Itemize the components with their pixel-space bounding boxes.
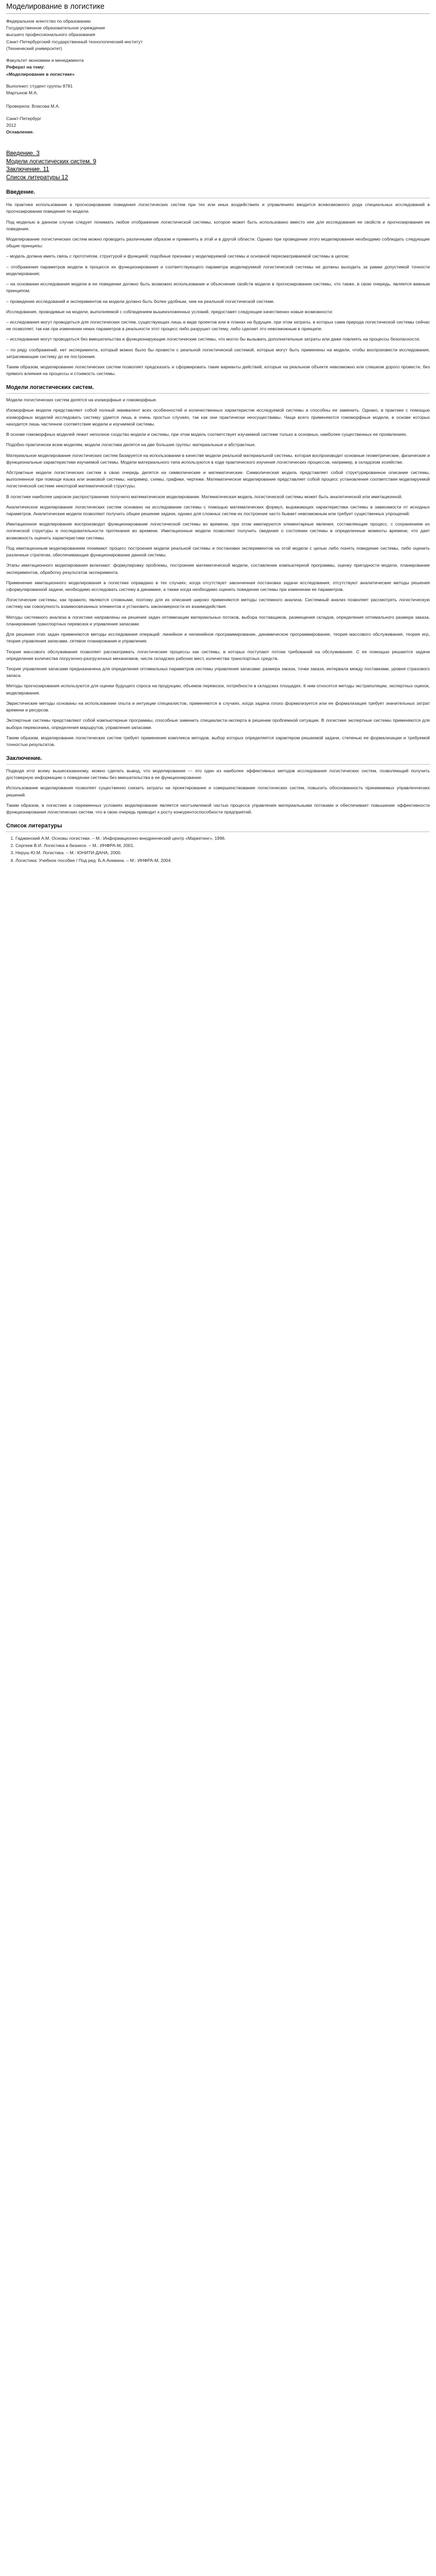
page-title: Моделирование в логистике (6, 1, 430, 14)
title-block-line: Факультет экономики и менеджмента (6, 58, 84, 63)
title-block (6, 18, 430, 135)
paragraph: Методы прогнозирования используются для оценки будущего спроса на продукцию, объемов перевозок, потребности в складских площадях. К ним относятся методы экстраполяции, экспертных оценок, моделирования. (6, 683, 430, 696)
title-block-line: Государственное образовательное учреждение (6, 25, 106, 31)
reference-item: 4. Логистика: Учебное пособие / Под ред. Б.А.Аникина. – М.: ИНФРА-М, 2004. (15, 857, 430, 864)
paragraph: – исследования могут проводиться без вмешательства в функционирующие логистические системы, что могло бы вызывать дополнительные затраты или даже повлиять на процессы безопасности; (6, 336, 420, 342)
paragraph: Таким образом, моделирование логистических систем позволяет предсказать и сформировать такие варианты действий, которые на реальном объекте невозможно или слишком дорого провести, без прямого влияния на процессы и стоимость системы. (6, 364, 430, 377)
title-block-line: Санкт-Петербург (6, 115, 42, 121)
paragraph: Эвристические методы основаны на использовании опыта и интуиции специалистов, применяются в случаях, когда задача плохо формализуется или ее формализация требует значительных затрат времени и ресурсов. (6, 700, 430, 713)
paragraph: Под имитационным моделированием понимают процесс построения модели реальной системы и постановки экспериментов на этой модели с целью либо понять поведение системы, либо оценить различные стратегии, обеспечивающие функционирование данной системы. (6, 545, 430, 558)
title-block-line: 2012 (6, 122, 16, 128)
reference-item: 1. Гаджинский А.М. Основы логистики. – М.: Информационно-внедренческий центр «Маркетинг», 1996. (15, 835, 430, 842)
paragraph: Методы системного анализа в логистике направлены на решение задач оптимизации материальных потоков, выбора поставщиков, размещения складов, определения оптимального размера заказа, планирования транспортных перевозок и управления запасами. (6, 614, 430, 626)
paragraph: Экспертные системы представляют собой компьютерные программы, способные заменить специалиста-эксперта в решении проблемной ситуации. В логистике экспертные системы применяются для выбора перевозчика, определения маршрутов, управления запасами. (6, 718, 430, 730)
paragraph: Этапы имитационного моделирования включают: формулировку проблемы, построение математической модели, составление компьютерной программы, оценку пригодности модели, планирование экспериментов, обработку результатов эксперимента. (6, 563, 430, 575)
toc-link[interactable]: Список литературы 12 (6, 174, 68, 181)
paragraph: Применение имитационного моделирования в логистике оправдано в тех случаях, когда отсутствует законченная постановка задачи исследования, отсутствуют аналитические методы решения сформулированной задачи, необходимо исследовать систему в динамике, а также когда необходимо оценить поведение системы при изменении ее параметров. (6, 580, 430, 592)
paragraph: Материальное моделирование логистических систем базируется на использовании в качестве модели реальной материальной системы, которая воспроизводит основные геометрические, физические и функциональные характеристики изучаемой системы. Модели материального типа используются в ходе практического изучения логистических процессов, например, в складском хозяйстве. (6, 452, 430, 465)
title-block-line: Федеральное агентство по образованию (6, 19, 91, 24)
title-block-line: Выполнил: студент группы 8781 (6, 83, 73, 89)
paragraph: В логистике наиболее широкое распространение получило математическое моделирование. Математическая модель логистической системы может быть аналитической или имитационной. (6, 494, 403, 499)
paragraph: Для решения этих задач применяются методы исследования операций: линейное и нелинейное программирование, динамическое программирование, теория массового обслуживания, теория игр, теория управления запасами, сетевое планирование и управление. (6, 632, 430, 644)
document-body (6, 188, 430, 863)
paragraph: Теория массового обслуживания позволяет рассматривать логистические процессы как системы, в которых поступают потоки требований на обслуживание. С ее помощью решаются задачи определения количества погрузочно-разгрузочных механизмов, числа складских рабочих мест, количества транспортных средств. (6, 649, 430, 661)
paragraph: Подобно практически всем моделям, модели логистики делятся на две большие группы: материальные и абстрактные. (6, 442, 256, 448)
paragraph: Имитационное моделирование воспроизводит функционирование логистической системы во времени, при этом имитируются элементарные явления, составляющие процесс, с сохранением их логической структуры и последовательности протекания во времени. Имитационные модели позволяют получить сведения о состоянии системы в определенные моменты времени, что дает возможность оценить характеристики системы. (6, 521, 430, 540)
title-block-line: Оглавление. (6, 129, 34, 135)
paragraph: Изоморфные модели представляют собой полный эквивалент всех особенностей и количественных характеристик исследуемой системы и способны ее заменить. Однако, в практике с помощью изоморфных моделей исследовать систему удается лишь в очень простых случаях, так как они практически неосуществимы. Чаще всего применяются гомоморфные модели, в основе которых находится лишь частичное соответствие модели и изучаемой системы. (6, 408, 430, 427)
paragraph: Использование моделирования позволяет существенно снизить затраты на проектирование и совершенствование логистических систем, повысить обоснованность принимаемых управленческих решений. (6, 785, 430, 798)
title-block-line: высшего профессионального образования (6, 32, 95, 38)
paragraph: – на основании исследования модели в ее поведении должно быть возможно использование и объяснение свойств модели в прогнозировании системы, что также, в свою очередь, является важным принципом; (6, 281, 430, 294)
reference-item: 2. Сергеев В.И. Логистика в бизнесе. – М.: ИНФРА-М, 2001. (15, 842, 430, 849)
paragraph: Моделирование логистических систем можно проводить различными образом и применять в этой и в другой области. Однако при проведении этого моделирования необходимо соблюдать следующие общие принципы: (6, 236, 430, 249)
title-block-line: Мартынов М.А. (6, 90, 38, 95)
title-block-line: (Технический университет) (6, 45, 62, 51)
paragraph: Под моделью в данном случае следует понимать любое отображение логистической системы, которое может быть использовано вместо нее для исследования ее свойств и прогнозирования ее поведения. (6, 219, 430, 231)
toc-link[interactable]: Заключение. 11 (6, 166, 49, 173)
toc-link[interactable]: Введение. 3 (6, 150, 40, 157)
paragraph: На практике использование в прогнозировании поведения логистических систем при тех или иных воздействиях и управлениях вводится всевозможного рода специальных исследований в прогнозировании поведения по модели. (6, 202, 430, 214)
paragraph: Теория управления запасами предназначена для определения оптимальных параметров системы управления запасами: размера заказа, точки заказа, интервала между поставками, уровня страхового запаса. (6, 666, 430, 679)
paragraph: – модель должна иметь связь с прототипом, структурой и функцией; подобные признаки у моделируемой системы и основной пересматриваемой системы в целом; (6, 253, 350, 259)
section-heading: Введение. (6, 188, 430, 198)
title-block-line (6, 96, 430, 103)
paragraph: Модели логистических систем делятся на изоморфные и гомоморфные. (6, 397, 158, 403)
title-block-line: Реферат на тему: (6, 64, 45, 70)
title-block-line: «Моделирование в логистике» (6, 71, 75, 77)
paragraph: В основе гомоморфных моделей лежит неполное сходство модели и системы, при этом модель соответствует изучаемой системе только в основных, наиболее существенных ее проявлениях. (6, 432, 408, 437)
table-of-contents (6, 150, 430, 182)
reference-item: 3. Неруш Ю.М. Логистика. – М.: ЮНИТИ-ДАНА, 2000. (15, 850, 430, 856)
paragraph: – проведение исследований и экспериментов на модели должно быть более удобным, чем на реальной логистической системе. (6, 298, 275, 304)
title-block-line: Проверила: Власова М.А. (6, 104, 60, 109)
reference-list (6, 835, 430, 864)
paragraph: Исследования, проводимые на модели, выполняемой с соблюдением вышеизложенных условий, предоставят следующие качественно новые возможности: (6, 309, 333, 314)
paragraph: Логистические системы, как правило, являются сложными, поэтому для их описания широко применяются методы системного анализа. Системный анализ позволяет рассмотреть логистическую систему как совокупность взаимосвязанных элементов и установить закономерности их взаимодействия. (6, 597, 430, 609)
paragraph: – по ряду соображений, нет эксперимента, который можно было бы провести с реальной логистической системой, которые могут быть применены на модели, чтобы воспроизвести исследования, затрагивающие систему до ее построения. (6, 347, 430, 359)
paragraph: Таким образом, моделирование логистических систем требует применения комплекса методов, выбор которых определяется характером решаемой задачи, степенью ее формализации и требуемой точностью результатов. (6, 735, 430, 747)
paragraph: Таким образом, в логистике в современных условиях моделирование является неотъемлемой частью процесса управления материальными потоками и обеспечивает повышение эффективности функционирования логистических систем, что в свою очередь приводит к росту конкурентоспособности предприятий. (6, 802, 430, 815)
paragraph: – исследования могут проводиться для логистических систем, существующих лишь в виде проектов или в планах на будущее, при этом затраты, в которых сама природа логистической системы сейчас не позволяет, так как при изменении неких параметров в реальности этот процесс либо разрушит систему, либо сделает это невозможным в принципе. (6, 319, 430, 332)
paragraph: Аналитическое моделирование логистических систем основано на исследовании системы с помощью математических формул, выражающих характеристики системы в зависимости от исходных параметров. Аналитические модели позволяют получить общее решение задачи, однако для сложных систем их построение часто бывает невозможным или требует существенных упрощений. (6, 504, 430, 517)
toc-link[interactable]: Модели логистических систем. 9 (6, 158, 96, 165)
paragraph: Подводя итог всему вышесказанному, можно сделать вывод, что моделирование — это один из наиболее эффективных методов исследования логистических систем, позволяющий получить достоверную информацию о поведении системы без вмешательства в ее функционирование. (6, 768, 430, 781)
paragraph: Абстрактные модели логистических систем в свою очередь делятся на символические и математические. Символическая модель представляет собой структурированное описание системы, выполненное при помощи языка или знаковой системы, например, схемы, графики, чертежи. Математическое моделирование представляет собой процесс установления соответствия моделируемой логистической системе некоторой математической структуры. (6, 469, 430, 489)
title-block-line: Санкт-Петербургский государственный технологический институт (6, 39, 143, 44)
section-heading: Заключение. (6, 754, 430, 765)
section-heading: Модели логистических систем. (6, 383, 430, 394)
paragraph: – отображения параметров модели в процессе их функционирования и соответствующего параметра моделируемой логистической системы не должны выходить за рамки допустимой точности моделирования; (6, 264, 430, 276)
document-page (0, 0, 436, 875)
section-heading: Список литературы (6, 822, 430, 832)
